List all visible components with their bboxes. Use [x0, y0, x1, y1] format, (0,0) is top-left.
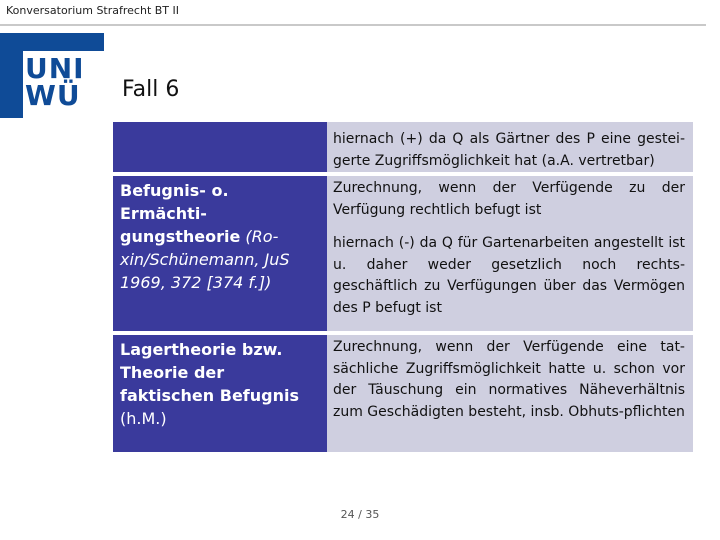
theory-2-note: (h.M.)	[120, 409, 167, 428]
university-logo	[0, 33, 104, 118]
theory-2-rule: Zurechnung, wenn der Verfügende eine tat-sächliche Zugriffsmöglichkeit hatte u. schon vor der Täuschung ein normatives Näheverhältnis zum Geschädigten besteht, insb. Obhuts-pflichten	[333, 339, 685, 420]
table-cell-theory-1-text	[327, 176, 693, 331]
page-number: 24 / 35	[340, 508, 380, 521]
logo-line-2: WÜ	[25, 79, 81, 112]
theory-1-rule: Zurechnung, wenn der Verfügende zu der Verfügung rechtlich befugt ist	[333, 180, 685, 218]
table-cell-top-right	[327, 122, 693, 172]
logo-panel	[23, 51, 104, 118]
table-cell-theory-2	[113, 335, 328, 452]
logo-line-1: UNI	[25, 52, 85, 85]
header-title: Konversatorium Strafrecht BT II	[6, 4, 180, 17]
theory-1-name: Befugnis- o. Ermächti-gungstheorie	[120, 181, 241, 246]
theory-2-label	[120, 338, 320, 430]
header-divider	[0, 24, 706, 26]
slide-title: Fall 6	[122, 77, 180, 102]
theory-1-label	[120, 179, 320, 294]
theory-1-result: hiernach (-) da Q für Gartenarbeiten angestellt ist u. daher weder gesetzlich noch rechts-geschäftlich zu Verfügungen über das Vermögen des P befugt ist	[333, 235, 685, 316]
table-cell-theory-1	[113, 176, 328, 331]
theory-1-citation: (Ro-xin/Schünemann, JuS 1969, 372 [374 f.])	[120, 227, 290, 292]
table-cell-top-left	[113, 122, 328, 172]
top-right-text: hiernach (+) da Q als Gärtner des P eine gestei-gerte Zugriffsmöglichkeit hat (a.A. vertretbar)	[333, 131, 685, 169]
theory-2-name: Lagertheorie bzw. Theorie der faktischen Befugnis	[120, 340, 299, 405]
logo-text	[25, 52, 85, 112]
table-cell-theory-2-text	[327, 335, 693, 452]
